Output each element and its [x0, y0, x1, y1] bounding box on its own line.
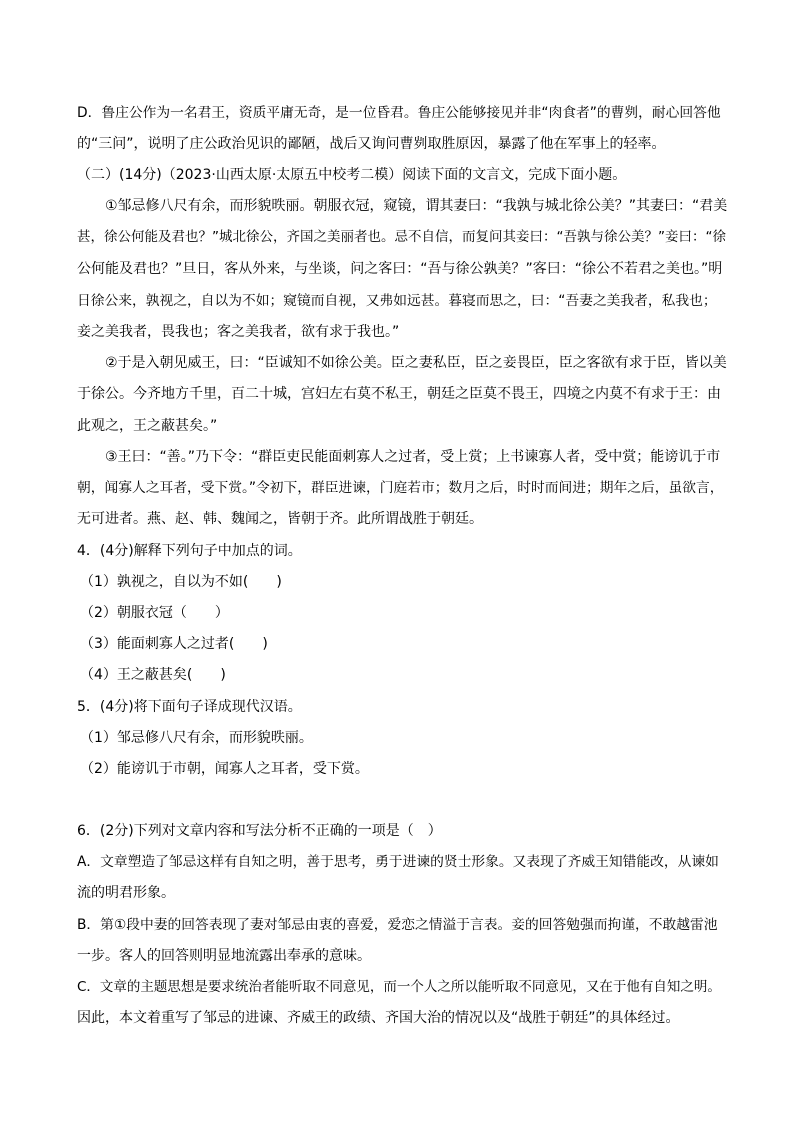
passage-p1-line-1: ①邹忌修八尺有余，而形貌昳丽。朝服衣冠，窥镜，谓其妻曰：“我孰与城北徐公美？”其妻曰：“君美 — [105, 198, 728, 214]
section-heading: （二）(14分)（2023·山西太原·太原五中校考二模）阅读下面的文言文，完成下面小题。 — [77, 167, 627, 183]
passage-p1-line-2: 甚，徐公何能及君也？”城北徐公，齐国之美丽者也。忌不自信，而复问其妾曰：“吾孰与徐公美？”妾曰：“徐 — [77, 229, 726, 245]
question-6-option-c-line-1: C．文章的主题思想是要求统治者能听取不同意见，而一个人之所以能听取不同意见，又在于他有自知之明。 — [77, 979, 721, 995]
option-d-line-2: 的“三问”，说明了庄公政治见识的鄙陋，战后又询问曹刿取胜原因，暴露了他在军事上的轻率。 — [77, 136, 666, 152]
passage-p1-line-5: 妾之美我者，畏我也；客之美我者，欲有求于我也。” — [77, 324, 400, 340]
passage-p2-line-3: 此观之，王之蔽甚矣。” — [77, 418, 218, 434]
question-6-option-b-line-1: B．第①段中妻的回答表现了妻对邹忌由衷的喜爱，爱恋之情溢于言表。妾的回答勉强而拘谨，不敢越雷池 — [77, 917, 718, 933]
question-6-option-a-line-2: 流的明君形象。 — [77, 885, 175, 901]
question-6-option-a-line-1: A．文章塑造了邹忌这样有自知之明，善于思考，勇于进谏的贤士形象。又表现了齐威王知错能改，从谏如 — [77, 854, 719, 870]
question-4-stem: 4．(4分)解释下列句子中加点的词。 — [77, 543, 302, 559]
question-4-item-3: （3）能面刺寡人之过者( ) — [80, 636, 268, 652]
question-6-option-b-line-2: 一步。客人的回答则明显地流露出奉承的意味。 — [77, 948, 371, 964]
question-6-option-c-line-2: 因此，本文着重写了邹忌的进谏、齐威王的政绩、齐国大治的情况以及“战胜于朝廷”的具体经过。 — [77, 1010, 680, 1026]
passage-p1-line-4: 日徐公来，孰视之，自以为不如；窥镜而自视，又弗如远甚。暮寝而思之，曰：“吾妻之美我者，私我也； — [77, 293, 717, 309]
question-5-stem: 5．(4分)将下面句子译成现代汉语。 — [77, 699, 302, 715]
question-5-item-2: （2）能谤讥于市朝，闻寡人之耳者，受下赏。 — [80, 761, 369, 777]
question-4-item-2: （2）朝服衣冠（ ） — [80, 605, 229, 621]
passage-p3-line-3: 无可进者。燕、赵、韩、魏闻之，皆朝于齐。此所谓战胜于朝廷。 — [77, 511, 483, 527]
option-d-line-1: D．鲁庄公作为一名君王，资质平庸无奇，是一位昏君。鲁庄公能够接见并非“肉食者”的曹刿，耐心回答他 — [77, 105, 721, 121]
passage-p3-line-2: 朝，闻寡人之耳者，受下赏。”令初下，群臣进谏，门庭若市；数月之后，时时而间进；期年之后，虽欲言， — [77, 480, 724, 496]
question-4-item-4: （4）王之蔽甚矣( ) — [80, 667, 226, 683]
passage-p2-line-1: ②于是入朝见威王，曰：“臣诚知不如徐公美。臣之妻私臣，臣之妾畏臣，臣之客欲有求于臣，皆以美 — [105, 355, 727, 371]
passage-p1-line-3: 公何能及君也？”旦日，客从外来，与坐谈，问之客曰：“吾与徐公孰美？”客曰：“徐公不若君之美也。”明 — [77, 261, 723, 277]
question-4-item-1: （1）孰视之，自以为不如( ) — [80, 574, 282, 590]
question-5-item-1: （1）邹忌修八尺有余，而形貌昳丽。 — [80, 730, 313, 746]
question-6-stem: 6．(2分)下列对文章内容和写法分析不正确的一项是（ ） — [77, 823, 442, 839]
passage-p2-line-2: 于徐公。今齐地方千里，百二十城，宫妇左右莫不私王，朝廷之臣莫不畏王，四境之内莫不有求于王：由 — [77, 386, 721, 402]
passage-p3-line-1: ③王曰：“善。”乃下令：“群臣吏民能面刺寡人之过者，受上赏；上书谏寡人者，受中赏；能谤讥于市 — [105, 449, 721, 465]
